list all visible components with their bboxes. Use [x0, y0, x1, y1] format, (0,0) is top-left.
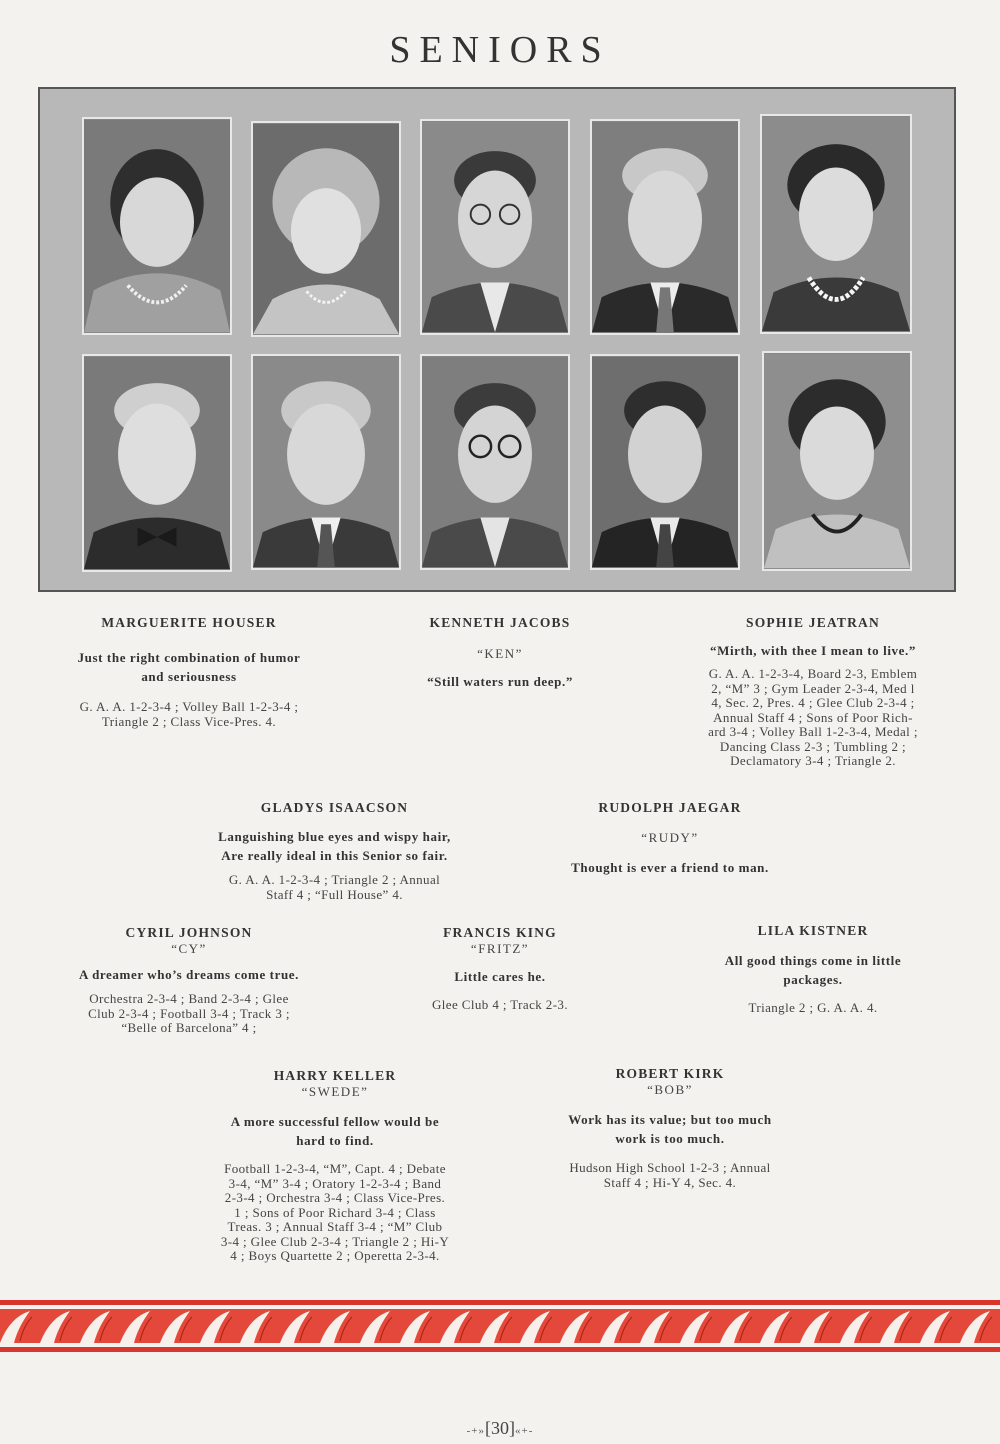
senior-activities: Treas. 3 ; Annual Staff 3-4 ; “M” Club	[227, 1219, 443, 1234]
senior-activities: Orchestra 2-3-4 ; Band 2-3-4 ; Glee	[89, 991, 289, 1006]
senior-activities: Dancing Class 2-3 ; Tumbling 2 ;	[719, 738, 907, 754]
senior-quote: work is too much.	[615, 1131, 725, 1146]
senior-name: MARGUERITE HOUSER	[101, 615, 277, 630]
senior-quote: Are really ideal in this Senior so fair.	[221, 848, 448, 863]
page-number-value: 30	[491, 1418, 509, 1438]
senior-activities: Football 1-2-3-4, “M”, Capt. 4 ; Debate	[224, 1161, 446, 1176]
senior-quote: packages.	[783, 972, 843, 987]
portrait-photo	[251, 121, 401, 337]
page-number	[0, 1418, 1000, 1439]
senior-activities: “Belle of Barcelona” 4 ;	[121, 1020, 257, 1035]
senior-activities: Staff 4 ; Hi-Y 4, Sec. 4.	[603, 1174, 737, 1190]
portrait-photo	[590, 119, 740, 335]
senior-quote: “Mirth, with thee I mean to live.”	[710, 643, 916, 658]
senior-entry-kirk	[520, 1066, 820, 1190]
senior-activities: Annual Staff 4 ; Sons of Poor Rich-	[713, 709, 913, 725]
portrait-photo	[251, 354, 401, 570]
portrait-photo	[760, 114, 912, 334]
senior-name: KENNETH JACOBS	[429, 615, 571, 630]
page-number-ornament-left: -+»	[466, 1425, 485, 1437]
senior-name: ROBERT KIRK	[615, 1066, 725, 1081]
senior-activities: Club 2-3-4 ; Football 3-4 ; Track 3 ;	[88, 1005, 290, 1021]
senior-entry-isaacson	[172, 800, 497, 902]
senior-activities: 4, Sec. 2, Pres. 4 ; Glee Club 2-3-4 ;	[711, 695, 915, 710]
senior-quote: A dreamer who’s dreams come true.	[78, 967, 300, 982]
senior-entry-jacobs	[380, 615, 620, 691]
senior-nickname: “FRITZ”	[470, 941, 530, 956]
senior-nickname: “BOB”	[647, 1082, 693, 1097]
portrait-man-round-glasses	[422, 356, 568, 568]
page-number-ornament-right: «+-	[515, 1425, 534, 1437]
portrait-man-tie	[592, 121, 738, 333]
senior-name: GLADYS ISAACSON	[260, 800, 409, 815]
senior-activities: Staff 4 ; “Full House” 4.	[266, 886, 403, 902]
portrait-panel	[38, 87, 956, 592]
senior-entry-johnson	[36, 925, 342, 1036]
senior-quote: and seriousness	[141, 669, 237, 684]
senior-name: RUDOLPH JAEGAR	[598, 800, 742, 815]
senior-activities: 3-4 ; Glee Club 2-3-4 ; Triangle 2 ; Hi-Y	[220, 1233, 450, 1249]
senior-quote: All good things come in little	[724, 953, 902, 968]
senior-activities: 2-3-4 ; Orchestra 3-4 ; Class Vice-Pres.	[224, 1190, 446, 1205]
senior-activities: 2, “M” 3 ; Gym Leader 2-3-4, Med l	[711, 680, 915, 696]
senior-quote: A more successful fellow would be	[230, 1114, 440, 1129]
senior-quote: Just the right combination of humor	[77, 650, 301, 665]
portrait-photo	[590, 354, 740, 570]
portrait-man-bowtie	[84, 356, 230, 570]
senior-activities: G. A. A. 1-2-3-4 ; Volley Ball 1-2-3-4 ;	[79, 699, 299, 714]
senior-activities: Triangle 2 ; G. A. A. 4.	[748, 1000, 878, 1015]
senior-activities: 3-4, “M” 3-4 ; Oratory 1-2-3-4 ; Band	[228, 1175, 442, 1191]
senior-quote: Little cares he.	[454, 969, 546, 984]
senior-quote: Languishing blue eyes and wispy hair,	[218, 829, 451, 844]
senior-nickname: “SWEDE”	[301, 1084, 369, 1099]
portrait-man-tie	[592, 356, 738, 568]
portrait-woman-pearls	[762, 116, 910, 332]
senior-quote: Work has its value; but too much	[568, 1112, 772, 1127]
portrait-photo	[762, 351, 912, 571]
senior-entry-jeatran	[666, 615, 960, 769]
senior-nickname: “RUDY”	[641, 830, 699, 845]
senior-activities: G. A. A. 1-2-3-4, Board 2-3, Emblem	[708, 666, 918, 681]
portrait-man-tie	[253, 356, 399, 568]
portrait-photo	[82, 117, 232, 335]
portrait-photo	[82, 354, 232, 572]
senior-activities: ard 3-4 ; Volley Ball 1-2-3-4, Medal ;	[708, 724, 918, 739]
portrait-photo	[420, 119, 570, 335]
page-number-bracket-left: [	[485, 1418, 491, 1438]
senior-name: SOPHIE JEATRAN	[746, 615, 880, 630]
senior-name: CYRIL JOHNSON	[125, 925, 253, 940]
senior-quote: “Still waters run deep.”	[427, 674, 573, 689]
senior-name: LILA KISTNER	[757, 923, 869, 938]
senior-entry-kistner	[668, 923, 958, 1016]
senior-activities: Glee Club 4 ; Track 2-3.	[432, 997, 568, 1012]
senior-activities: Hudson High School 1-2-3 ; Annual	[569, 1160, 771, 1175]
portrait-woman-curly	[253, 123, 399, 335]
senior-nickname: “CY”	[171, 941, 207, 956]
senior-entry-keller	[182, 1068, 488, 1264]
senior-quote: Thought is ever a friend to man.	[571, 860, 769, 875]
decorative-border-band	[0, 1297, 1000, 1355]
portrait-man-glasses	[422, 121, 568, 333]
page-title: SENIORS	[389, 29, 611, 71]
senior-name: HARRY KELLER	[273, 1068, 397, 1083]
portrait-woman-necklace	[84, 119, 230, 333]
senior-entry-king	[390, 925, 610, 1013]
red-leaf-border-icon	[0, 1297, 1000, 1355]
senior-name: FRANCIS KING	[443, 925, 557, 940]
senior-activities: Declamatory 3-4 ; Triangle 2.	[730, 753, 896, 768]
portrait-woman-necklace	[764, 353, 910, 569]
senior-nickname: “KEN”	[477, 646, 523, 661]
senior-quote: hard to find.	[296, 1133, 374, 1148]
senior-entry-houser	[30, 615, 348, 729]
senior-entry-jaegar	[520, 800, 820, 877]
portrait-photo	[420, 354, 570, 570]
page-number-bracket-right: ]	[509, 1418, 515, 1438]
senior-activities: 1 ; Sons of Poor Richard 3-4 ; Class	[234, 1204, 436, 1220]
senior-activities: 4 ; Boys Quartette 2 ; Operetta 2-3-4.	[230, 1248, 440, 1263]
senior-activities: G. A. A. 1-2-3-4 ; Triangle 2 ; Annual	[228, 872, 441, 887]
senior-activities: Triangle 2 ; Class Vice-Pres. 4.	[101, 713, 277, 729]
